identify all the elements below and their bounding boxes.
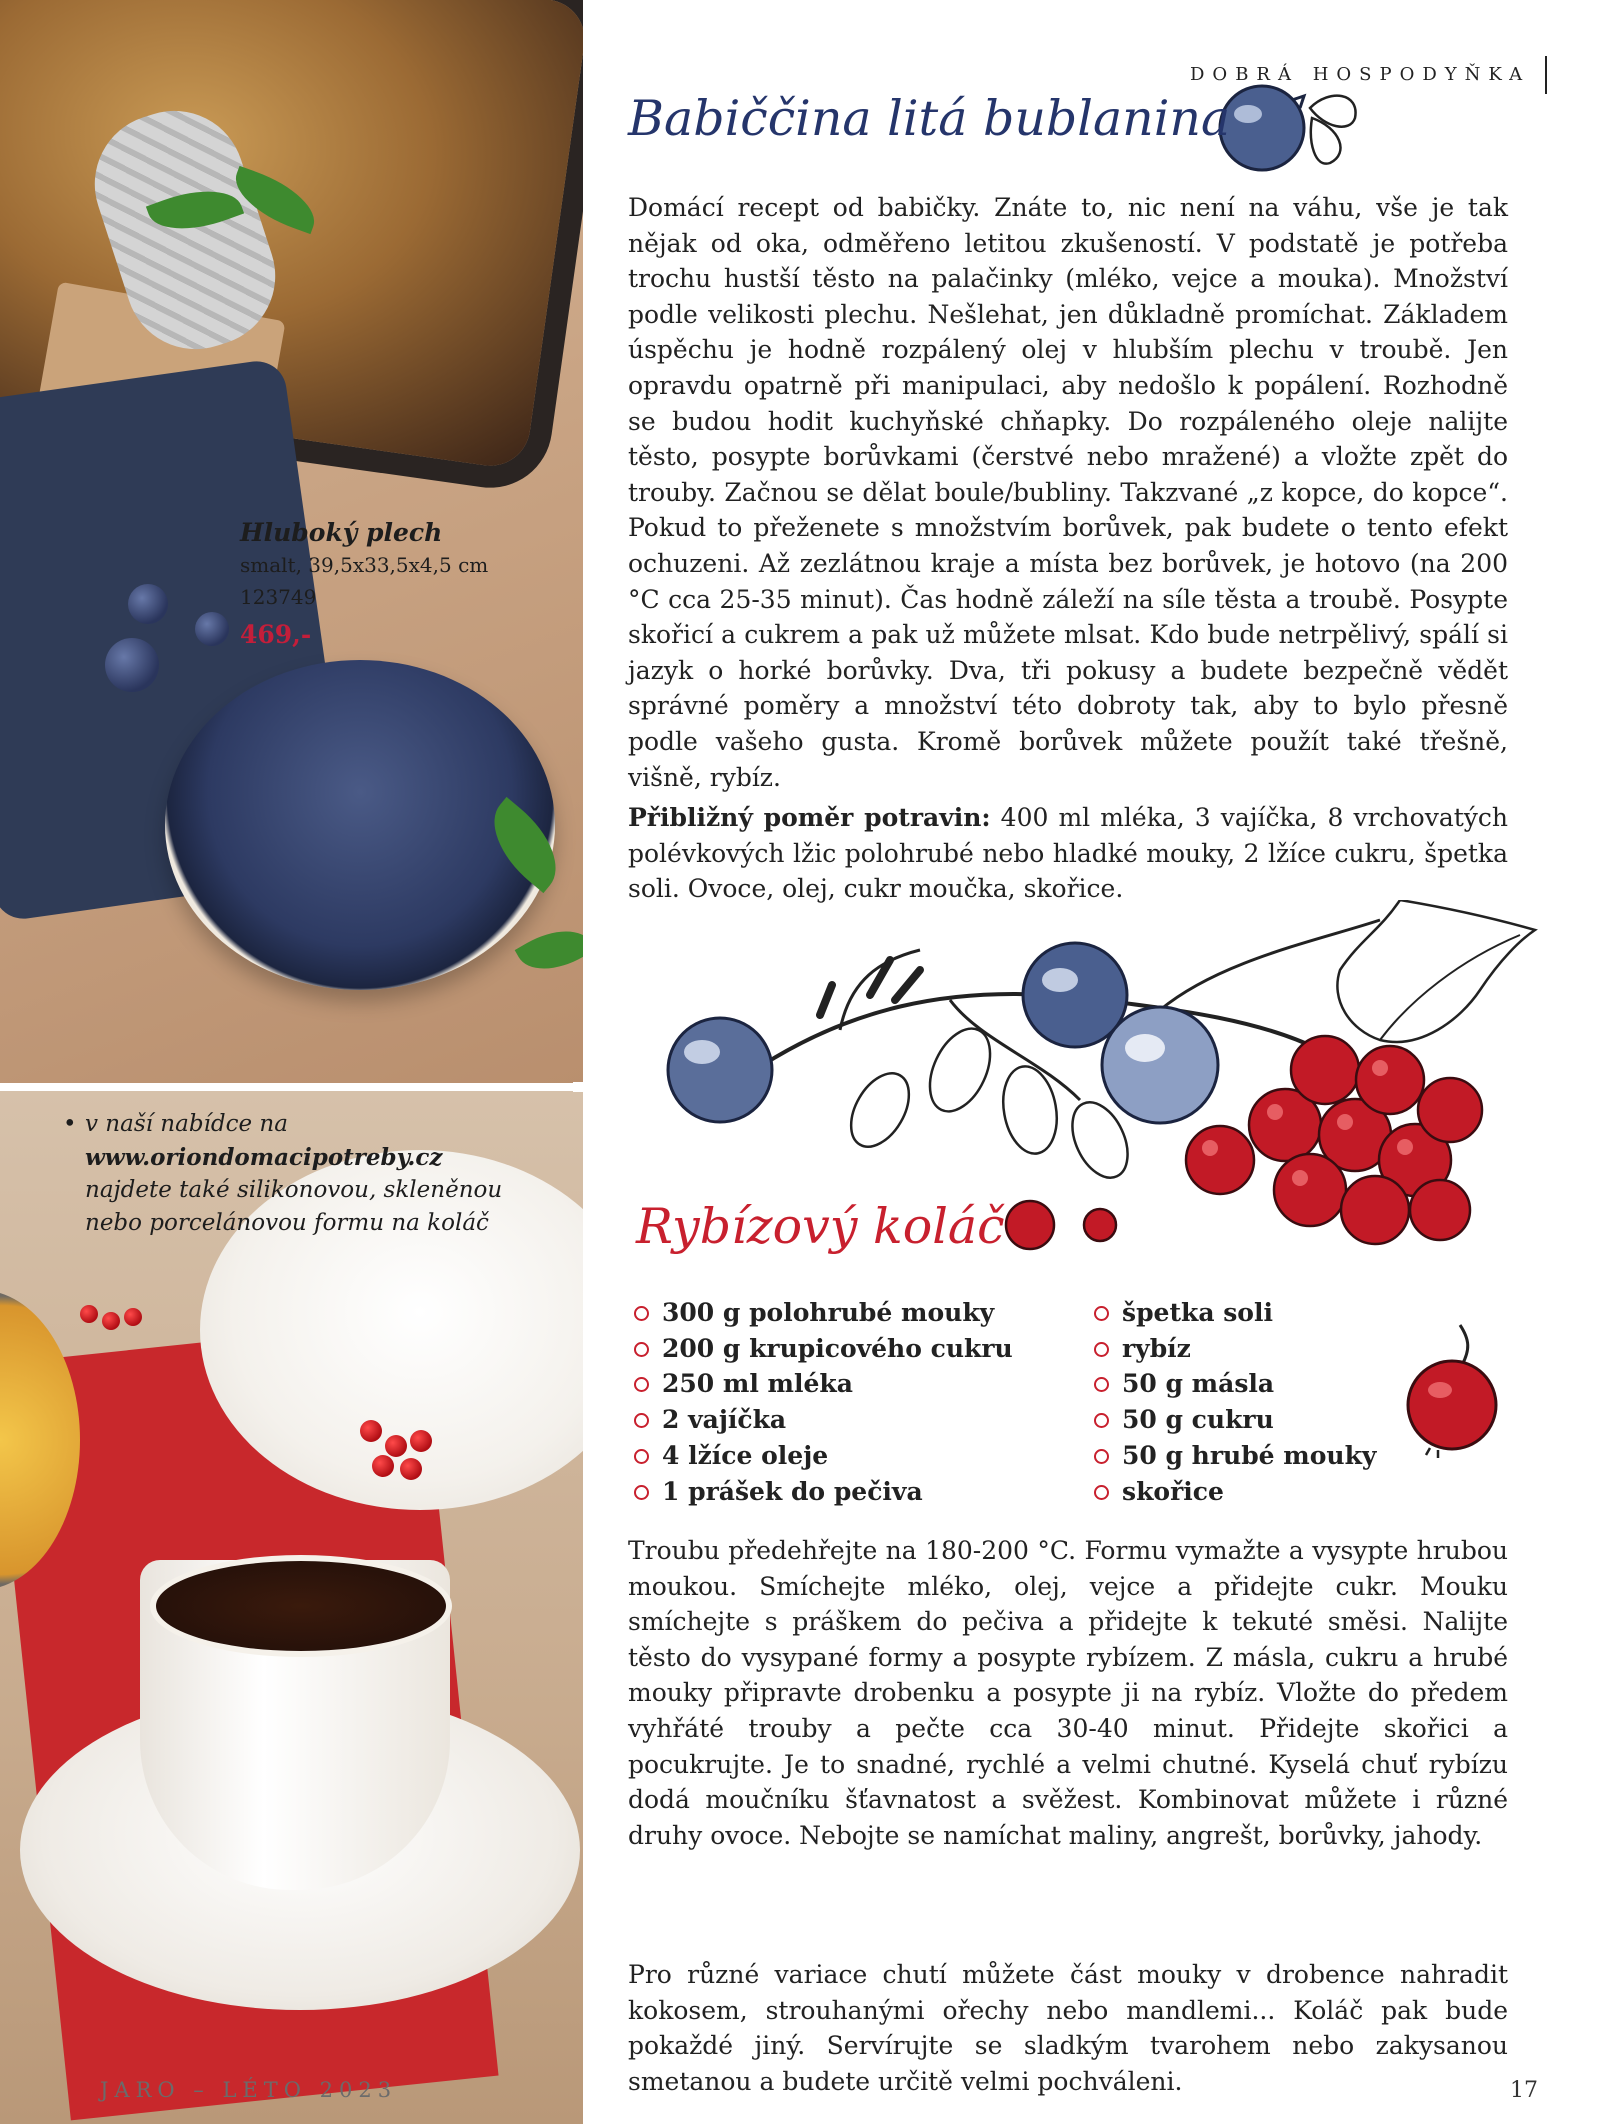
recipe2-variations: Pro různé variace chutí můžete část mouky v drobence nahradit kokosem, strouhanými ořechy nebo mandlemi... Koláč pak bude pokaždé jiný. Servírujte se sladkým tvarohem nebo zakysanou smetanou a budete určitě velmi pochváleni. <box>628 1960 1508 2096</box>
magazine-label: DOBRÁ HOSPODYŇKA <box>1190 64 1531 85</box>
currant-image <box>102 1312 120 1330</box>
offer-line: najdete také silikonovou, skleněnou <box>85 1177 503 1203</box>
ingredient-item: 50 g másla <box>1094 1366 1376 1402</box>
blueberry-image <box>105 638 159 692</box>
recipe1-title: Babiččina litá bublanina <box>628 90 1231 147</box>
offer-bullet: • <box>63 1111 77 1137</box>
offer-line: v naší nabídce na <box>85 1111 288 1137</box>
currant-image <box>80 1305 98 1323</box>
ratio-text: 400 ml mléka, 3 vajíčka, 8 vrchovatých polévkových lžic polohrubé nebo hladké mouky, 2 lžíce cukru, špetka soli. Ovoce, olej, cukr moučka, skořice. <box>628 803 1508 904</box>
photo-divider <box>0 1083 583 1091</box>
offer-line: nebo porcelánovou formu na koláč <box>85 1210 489 1236</box>
photo-coffee-pie <box>0 1090 583 2124</box>
ingredient-item: 250 ml mléka <box>634 1366 1013 1402</box>
offer-note <box>63 1108 555 1240</box>
coffee-image <box>150 1555 452 1657</box>
ratio-label: Přibližný poměr potravin: <box>628 803 991 832</box>
currant-image <box>400 1458 422 1480</box>
currant-image <box>124 1308 142 1326</box>
ingredient-item: 1 prášek do pečiva <box>634 1474 1013 1510</box>
product-description: smalt, 39,5x33,5x4,5 cm <box>240 553 489 577</box>
ingredient-item: 4 lžíce oleje <box>634 1438 1013 1474</box>
product-code: 123749 <box>240 585 317 609</box>
header-divider <box>1545 56 1547 94</box>
ingredients-left <box>634 1295 1013 1509</box>
currant-image <box>360 1420 382 1442</box>
product-name: Hluboký plech <box>240 518 443 547</box>
blueberry-image <box>128 584 168 624</box>
photo-blueberry-bake <box>0 0 583 1088</box>
issue-label: JARO – LÉTO 2023 <box>100 2078 398 2102</box>
recipe1-body: Domácí recept od babičky. Znáte to, nic není na váhu, vše je tak nějak od oka, odměřeno letitou zkušeností. V podstatě je potřeba trochu hustší těsto na palačinky (mléko, vejce a mouka). Množství podle velikosti plechu. Nešlehat, jen důkladně promíchat. Základem úspěchu je hodně rozpálený olej v hlubším plechu v troubě. Jen opravdu opatrně při manipulaci, aby nedošlo k popálení. Rozhodně se budou hodit kuchyňské chňapky. Do rozpáleného oleje nalijte těsto, posypte borůvkami (čerstvé nebo mražené) a vložte zpět do trouby. Začnou se dělat boule/bubliny. Takzvané „z kopce, do kopce“. Pokud to přeženete s množstvím borůvek, pak budete o tento efekt ochuzeni. Až zezlátnou kraje a místa bez borůvek, je hotovo (na 200 °C cca 25-35 minut). Čas hodně záleží na síle těsta a troubě. Posypte skořicí a cukrem a pak už můžete mlsat. Kdo bude netrpělivý, spálí si jazyk o horké borůvky. Dva, tři pokusy a budete bezpečně vědět správné poměry a množství této dobroty tak, aby to bylo přesně podle vašeho gusta. Kromě borůvek můžete použít také třešně, višně, rybíz. <box>628 193 1508 792</box>
blueberry-image <box>195 612 229 646</box>
page-number: 17 <box>1510 2078 1538 2103</box>
ingredient-item: 50 g cukru <box>1094 1402 1376 1438</box>
currant-berry-illustration-icon <box>1390 1320 1510 1460</box>
ingredient-item: 300 g polohrubé mouky <box>634 1295 1013 1331</box>
ingredient-item: 50 g hrubé mouky <box>1094 1438 1376 1474</box>
currant-image <box>385 1435 407 1457</box>
ingredients-right <box>1094 1295 1376 1509</box>
currant-image <box>372 1455 394 1477</box>
torn-edge-decoration <box>568 0 608 2124</box>
currant-image <box>410 1430 432 1452</box>
product-price: 469,- <box>240 620 312 649</box>
ingredient-item: 200 g krupicového cukru <box>634 1331 1013 1367</box>
ingredient-item: 2 vajíčka <box>634 1402 1013 1438</box>
ingredient-item: rybíz <box>1094 1331 1376 1367</box>
recipe2-title: Rybízový koláč <box>636 1198 1005 1255</box>
recipe2-body: Troubu předehřejte na 180-200 °C. Formu vymažte a vysypte hrubou moukou. Smíchejte mléko, olej, vejce a přidejte cukr. Mouku smíchejte s práškem do pečiva a přidejte k tekuté směsi. Nalijte těsto do vysypané formy a posypte rybízem. Z másla, cukru a hrubé mouky připravte drobenku a posypte ji na rybíz. Vložte do předem vyhřáté trouby a pečte cca 30-40 minut. Přidejte skořici a pocukrujte. Je to snadné, rychlé a velmi chutné. Kyselá chuť rybízu dodá moučníku šťavnatost a svěžest. Kombinovat můžete i různé druhy ovoce. Nebojte se namíchat maliny, angrešt, borůvky, jahody. <box>628 1536 1508 1850</box>
ingredient-item: skořice <box>1094 1474 1376 1510</box>
offer-url-link[interactable]: www.oriondomacipotreby.cz <box>85 1144 443 1171</box>
recipe1-ratio <box>628 800 1508 907</box>
ingredient-item: špetka soli <box>1094 1295 1376 1331</box>
